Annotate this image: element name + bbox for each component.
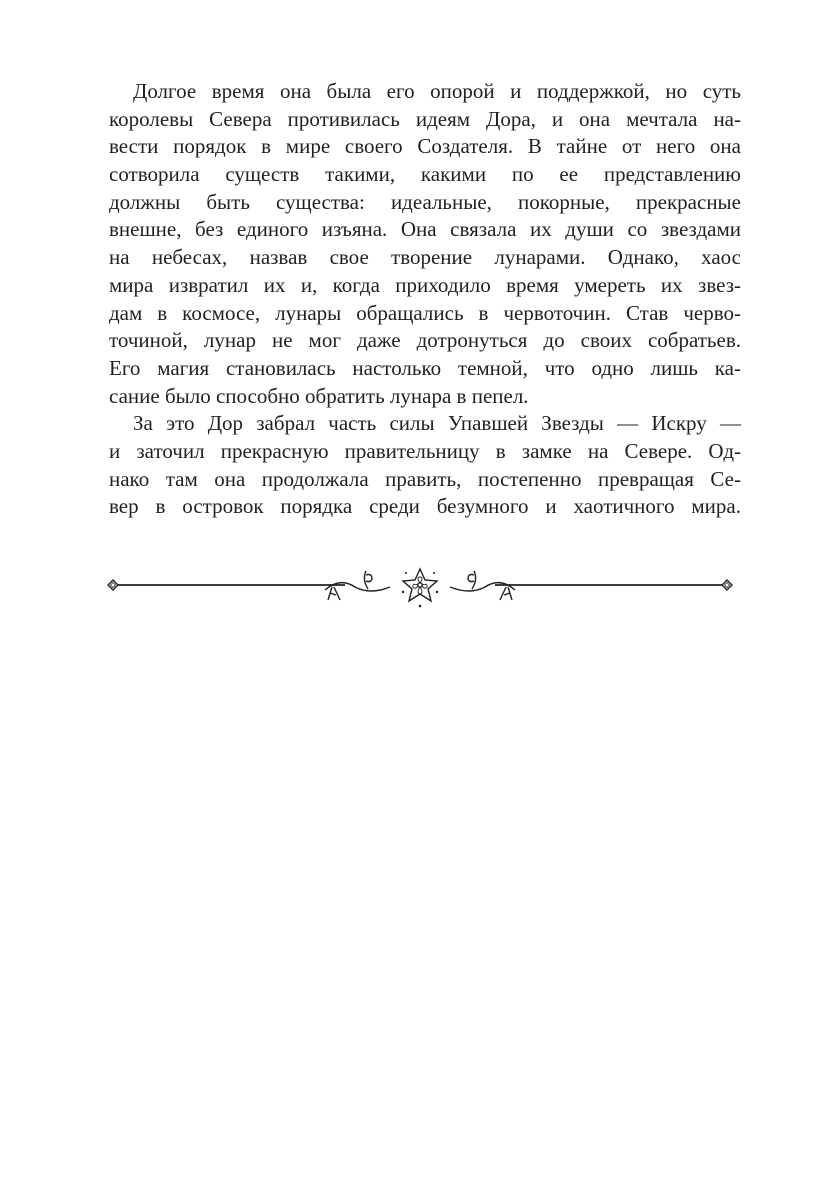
text-line: Долгое время она была его опорой и поддержкой, но суть xyxy=(133,79,741,103)
text-line: сание было способно обратить лунара в пепел. xyxy=(109,383,529,408)
body-text xyxy=(109,78,741,521)
text-line: нако там она продолжала править, постепенно превращая Се- xyxy=(109,466,741,491)
paragraph-2 xyxy=(109,410,741,521)
star-floral-divider-icon xyxy=(100,565,740,610)
text-line: мира извратил их и, когда приходило время умереть их звез- xyxy=(109,272,741,297)
text-line: на небесах, назвав свое творение лунарами. Однако, хаос xyxy=(109,245,741,270)
text-line: сотворила существ такими, какими по ее представлению xyxy=(109,162,741,187)
text-line: точиной, лунар не мог даже дотронуться до своих собратьев. xyxy=(109,328,741,353)
text-line: внешне, без единого изъяна. Она связала их души со звездами xyxy=(109,217,741,242)
text-line: и заточил прекрасную правительницу в замке на Севере. Од- xyxy=(109,438,741,463)
text-line: вер в островок порядка среди безумного и хаотичного мира. xyxy=(109,494,741,519)
text-line: вести порядок в мире своего Создателя. В тайне от него она xyxy=(109,134,741,159)
text-line: королевы Севера противилась идеям Дора, и она мечтала на- xyxy=(109,106,741,131)
paragraph-1 xyxy=(109,78,741,410)
text-line: должны быть существа: идеальные, покорные, прекрасные xyxy=(109,189,741,214)
text-line: Его магия становилась настолько темной, что одно лишь ка- xyxy=(109,355,741,380)
text-line: дам в космосе, лунары обращались в червоточин. Став черво- xyxy=(109,300,741,325)
text-line: За это Дор забрал часть силы Упавшей Звезды — Искру — xyxy=(133,411,741,436)
